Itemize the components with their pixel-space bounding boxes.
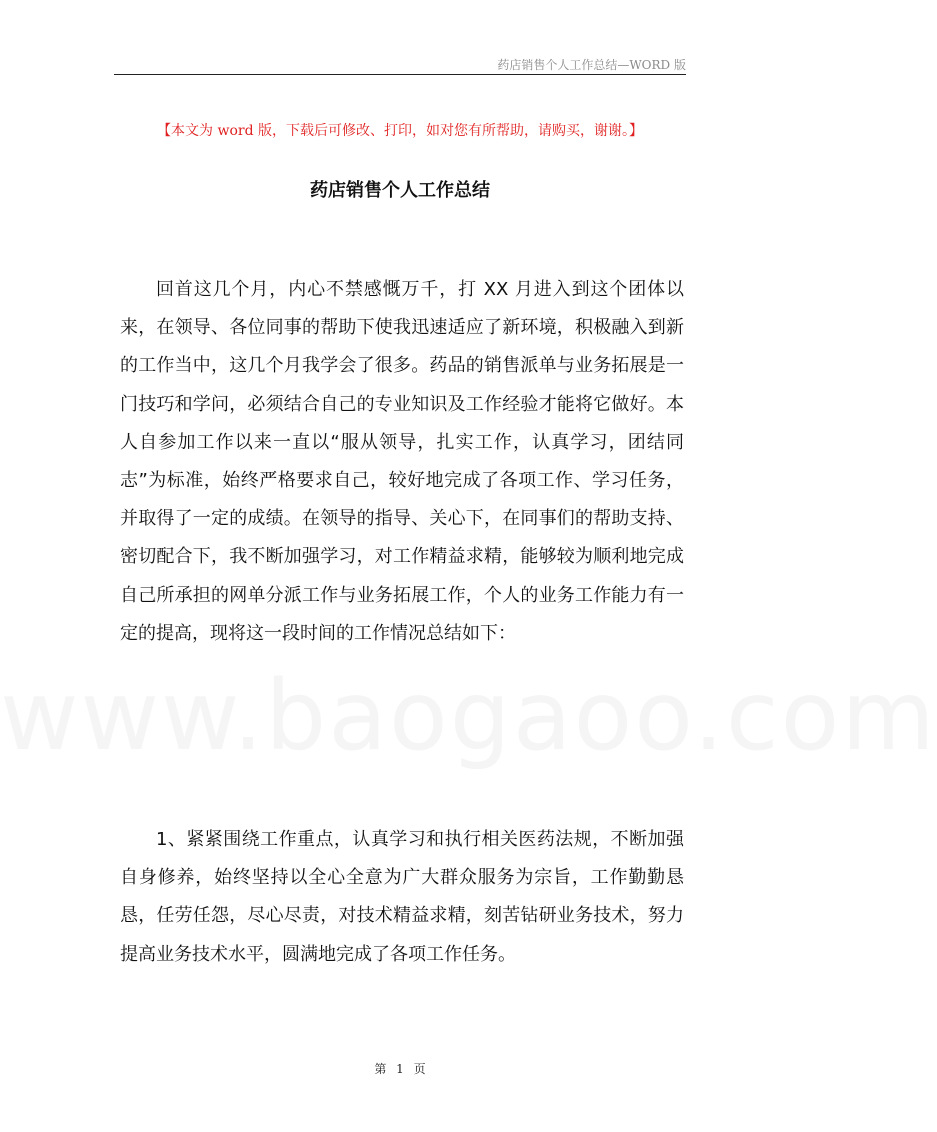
footer-suffix: 页 (413, 1062, 426, 1076)
header-divider (114, 74, 686, 75)
running-header: 药店销售个人工作总结—WORD 版 (497, 58, 686, 72)
watermark: www.baogaoo.com (0, 660, 937, 772)
page-footer (0, 1060, 800, 1077)
page-title: 药店销售个人工作总结 (310, 180, 490, 201)
download-notice: 【本文为 word 版，下载后可修改、打印，如对您有所帮助，请购买，谢谢。】 (157, 123, 643, 139)
body-paragraph: 回首这几个月，内心不禁感慨万千，打 XX 月进入到这个团体以来，在领导、各位同事的帮助下使我迅速适应了新环境，积极融入到新的工作当中，这几个月我学会了很多。药品的销售派单与业务拓展是一门技巧和学问，必须结合自己的专业知识及工作经验才能将它做好。本人自参加工作以来一直以“服从领导，扎实工作，认真学习，团结同志”为标准，始终严格要求自己，较好地完成了各项工作、学习任务，并取得了一定的成绩。在领导的指导、关心下，在同事们的帮助支持、密切配合下，我不断加强学习，对工作精益求精，能够较为顺利地完成自己所承担的网单分派工作与业务拓展工作，个人的业务工作能力有一定的提高，现将这一段时间的工作情况总结如下： (120, 279, 684, 644)
page-number: 1 (396, 1062, 404, 1076)
body-paragraph: 1、紧紧围绕工作重点，认真学习和执行相关医药法规，不断加强自身修养，始终坚持以全心全意为广大群众服务为宗旨，工作勤勤恳恳，任劳任怨，尽心尽责，对技术精益求精，刻苦钻研业务技术，努力提高业务技术水平，圆满地完成了各项工作任务。 (120, 829, 684, 965)
footer-prefix: 第 (374, 1062, 387, 1076)
